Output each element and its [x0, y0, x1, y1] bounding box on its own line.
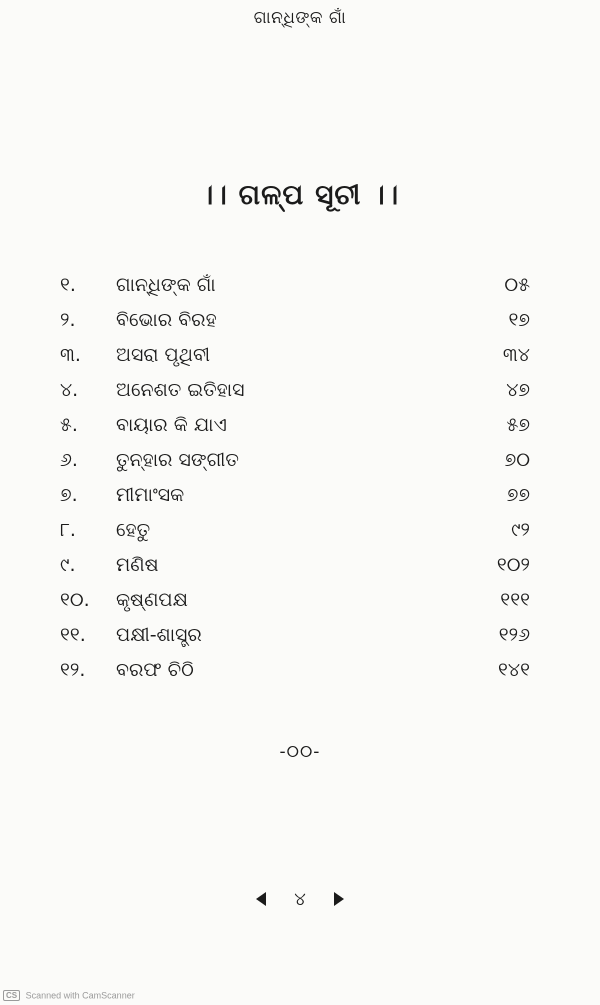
toc-entry-page: ୧୧୧	[500, 589, 530, 611]
toc-entry-number: ୬.	[60, 449, 78, 471]
toc-entry-title: କୃଷ୍ଣପକ୍ଷ	[116, 589, 188, 611]
toc-list	[60, 268, 530, 688]
toc-entry	[60, 373, 530, 408]
toc-entry	[60, 513, 530, 548]
camscanner-logo-icon: CS	[3, 990, 20, 1001]
toc-entry-page: ୪୭	[506, 379, 530, 401]
toc-entry	[60, 583, 530, 618]
toc-entry	[60, 408, 530, 443]
toc-entry-number: ୨.	[60, 309, 76, 331]
toc-entry-number: ୧୧.	[60, 624, 86, 646]
toc-entry-title: ବିଭୋର ବିରହ	[116, 309, 217, 331]
toc-entry-number: ୮.	[60, 519, 76, 541]
toc-entry-page: ୩୪	[502, 344, 530, 366]
toc-entry-page: ୭୦	[504, 449, 530, 471]
toc-entry	[60, 478, 530, 513]
toc-entry-number: ୪.	[60, 379, 79, 401]
toc-entry	[60, 548, 530, 583]
toc-entry	[60, 268, 530, 303]
toc-entry-number: ୭.	[60, 484, 78, 506]
page-number: ୪	[294, 888, 306, 910]
toc-entry-title: ତୁନ୍ହାର ସଙ୍ଗୀତ	[116, 449, 239, 471]
toc-entry-number: ୫.	[60, 414, 78, 436]
toc-entry-title: ଅନେଶତ ଇତିହାସ	[116, 379, 245, 401]
scanner-watermark	[3, 990, 135, 1001]
toc-entry-number: ୩.	[60, 344, 81, 366]
toc-entry-title: ଅସରା ପୃଥିବୀ	[116, 344, 211, 366]
toc-entry-page: ୧୭	[508, 309, 530, 331]
toc-entry	[60, 443, 530, 478]
right-arrow-icon	[334, 892, 344, 906]
toc-entry-title: ବରଫ ଚିଠି	[116, 659, 194, 681]
toc-entry-page: ୫୭	[506, 414, 530, 436]
toc-entry-title: ମୀମାଂସକ	[116, 484, 185, 506]
toc-entry-page: ୭୭	[506, 484, 530, 506]
toc-entry-title: ହେତୁ	[116, 519, 151, 541]
toc-entry-number: ୧୨.	[60, 659, 86, 681]
toc-entry-number: ୯.	[60, 554, 76, 576]
end-mark: -୦୦-	[279, 742, 321, 762]
toc-title: ।। ଗଳ୍ପ ସୂଚୀ ।।	[200, 178, 400, 211]
toc-entry-number: ୧.	[60, 274, 76, 296]
toc-entry-title: ଗାନ୍ଧିଙ୍କ ଗାଁ	[116, 274, 216, 296]
page-footer	[0, 888, 600, 910]
toc-entry-page: ୦୫	[504, 274, 530, 296]
toc-entry	[60, 618, 530, 653]
running-header: ଗାନ୍ଧିଙ୍କ ଗାଁ	[253, 8, 347, 28]
toc-entry	[60, 338, 530, 373]
toc-entry-page: ୧୪୧	[498, 659, 530, 681]
toc-entry-page: ୧୦୨	[496, 554, 530, 576]
toc-entry	[60, 303, 530, 338]
toc-entry-page: ୯୨	[511, 519, 530, 541]
watermark-text: Scanned with CamScanner	[25, 990, 135, 1001]
left-arrow-icon	[256, 892, 266, 906]
toc-entry-number: ୧୦.	[60, 589, 90, 611]
toc-entry	[60, 653, 530, 688]
toc-entry-title: ମଣିଷ	[116, 554, 159, 576]
toc-entry-title: ପକ୍ଷୀ-ଶାସ୍ତ୍ର	[116, 624, 202, 646]
toc-entry-title: ବାୟାର କି ଯାଏ	[116, 414, 227, 436]
toc-entry-page: ୧୨୬	[498, 624, 530, 646]
